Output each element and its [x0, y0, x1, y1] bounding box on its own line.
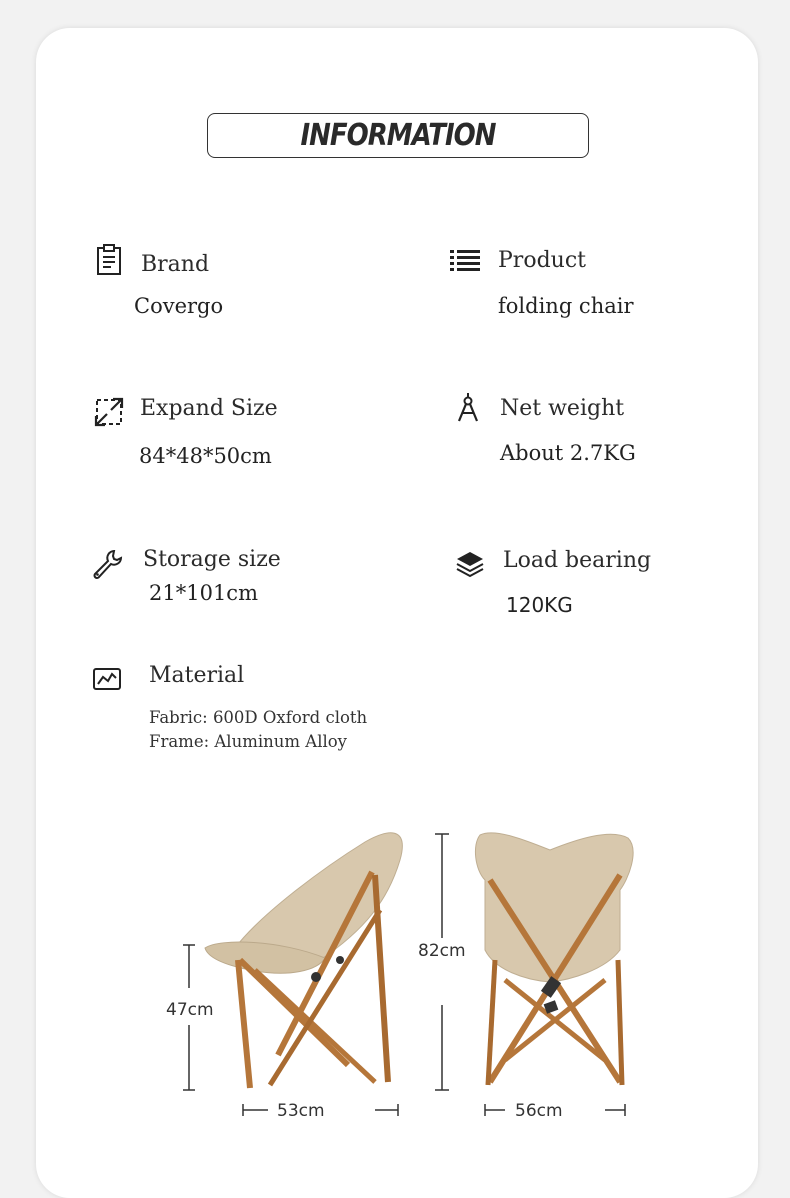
material-label: Material	[149, 663, 245, 688]
layers-icon	[455, 550, 485, 580]
product-value: folding chair	[498, 294, 634, 318]
load-bearing-label: Load bearing	[503, 548, 652, 573]
storage-size-label: Storage size	[143, 547, 281, 572]
compass-icon	[456, 392, 486, 422]
expand-arrows-icon	[93, 396, 123, 426]
clipboard-icon	[95, 244, 125, 274]
brand-value: Covergo	[134, 294, 224, 318]
information-banner	[207, 113, 589, 158]
front-width-label: 56cm	[515, 1101, 563, 1121]
chair-side-view	[205, 833, 402, 1088]
net-weight-value: About 2.7KG	[500, 441, 636, 465]
banner-title: INFORMATION	[300, 118, 496, 154]
list-icon	[449, 248, 479, 278]
expand-size-value: 84*48*50cm	[139, 444, 272, 468]
product-label: Product	[498, 248, 586, 273]
material-frame: Frame: Aluminum Alloy	[149, 732, 347, 751]
expand-size-label: Expand Size	[140, 396, 278, 421]
total-height-label: 82cm	[418, 941, 466, 961]
net-weight-label: Net weight	[500, 396, 625, 421]
material-fabric: Fabric: 600D Oxford cloth	[149, 708, 368, 727]
chair-dimension-figure	[150, 820, 670, 1130]
side-height-label: 47cm	[166, 1000, 214, 1020]
load-bearing-value: 120KG	[506, 593, 573, 617]
chair-front-view	[475, 833, 633, 1085]
chart-window-icon	[92, 666, 122, 696]
brand-label: Brand	[141, 252, 210, 277]
side-depth-label: 53cm	[277, 1101, 325, 1121]
wrench-icon	[91, 548, 121, 578]
storage-size-value: 21*101cm	[149, 581, 258, 605]
